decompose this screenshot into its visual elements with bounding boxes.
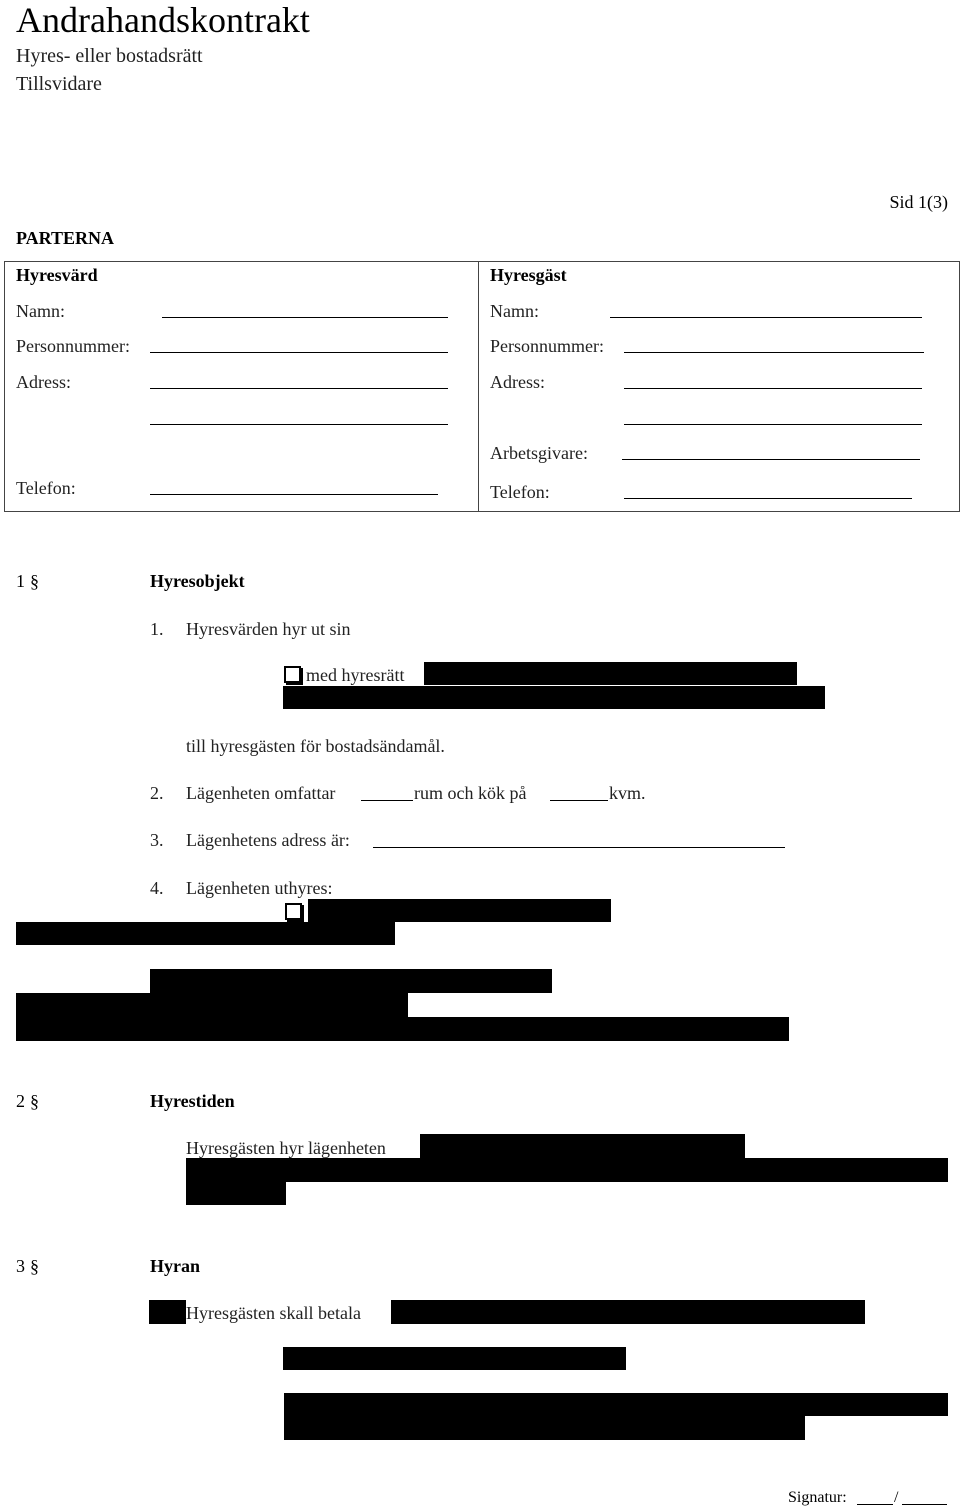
item-1-1-text: Hyresvärden hyr ut sin [186, 619, 351, 639]
item-1-4-number: 4. [150, 878, 164, 898]
tenant-address-label: Adress: [490, 372, 545, 392]
landlord-phone-label: Telefon: [16, 478, 76, 498]
section-3-symbol: § [30, 1256, 39, 1276]
area-field[interactable] [550, 800, 608, 801]
document-subtitle: Hyres- eller bostadsrätt [16, 45, 203, 67]
section-2-symbol: § [30, 1091, 39, 1111]
redaction-block [284, 1393, 948, 1416]
tenant-name-label: Namn: [490, 301, 539, 321]
tenant-address-field-2[interactable] [624, 424, 922, 425]
section-3-title: Hyran [150, 1256, 201, 1276]
redaction-block [186, 1182, 286, 1205]
redaction-block [16, 993, 408, 1017]
document-duration: Tillsvidare [16, 73, 102, 95]
landlord-name-field[interactable] [162, 317, 448, 318]
landlord-heading: Hyresvärd [16, 265, 98, 285]
tenant-address-field[interactable] [624, 388, 922, 389]
tenant-phone-label: Telefon: [490, 482, 550, 502]
landlord-id-field[interactable] [150, 352, 448, 353]
item-1-3-number: 3. [150, 830, 164, 850]
redaction-block [283, 1347, 626, 1370]
redaction-block [283, 686, 825, 709]
tenant-phone-field[interactable] [624, 498, 912, 499]
landlord-phone-field[interactable] [150, 494, 438, 495]
section-1-number: 1 [16, 571, 25, 591]
section-1-symbol: § [30, 571, 39, 591]
signature-label: Signatur: [788, 1489, 847, 1506]
item-1-3-text: Lägenhetens adress är: [186, 830, 350, 850]
redaction-block [16, 1017, 789, 1041]
rooms-field[interactable] [361, 800, 413, 801]
checkbox-option[interactable] [285, 903, 302, 920]
redaction-block [308, 899, 611, 922]
parties-divider [478, 261, 479, 512]
redaction-block [391, 1300, 865, 1324]
redaction-block [150, 969, 552, 993]
tenant-employer-label: Arbetsgivare: [490, 443, 588, 463]
parties-table [4, 261, 960, 512]
item-1-2-text-a: Lägenheten omfattar [186, 783, 336, 803]
item-1-2-text-b: rum och kök på [414, 783, 527, 803]
checkbox-hyresratt-label: med hyresrätt [306, 665, 405, 685]
parties-heading: PARTERNA [16, 228, 115, 248]
section-2-text: Hyresgästen hyr lägenheten [186, 1138, 386, 1158]
landlord-address-field[interactable] [150, 388, 448, 389]
signature-field-2[interactable] [902, 1504, 947, 1505]
signature-slash: / [894, 1489, 899, 1506]
redaction-block [424, 662, 797, 685]
document-title: Andrahandskontrakt [16, 0, 310, 40]
section-3-text: Hyresgästen skall betala [186, 1303, 361, 1323]
section-1-title: Hyresobjekt [150, 571, 245, 591]
item-1-2-number: 2. [150, 783, 164, 803]
section-2-title: Hyrestiden [150, 1091, 235, 1111]
item-1-2-text-c: kvm. [609, 783, 646, 803]
page-number: Sid 1(3) [889, 192, 948, 212]
item-1-1-number: 1. [150, 619, 164, 639]
signature-field-1[interactable] [857, 1504, 893, 1505]
redaction-block [284, 1416, 805, 1440]
apartment-address-field[interactable] [373, 847, 785, 848]
tenant-name-field[interactable] [610, 317, 922, 318]
checkbox-hyresratt[interactable] [284, 666, 301, 683]
landlord-address-field-2[interactable] [150, 424, 448, 425]
redaction-block [186, 1158, 948, 1182]
landlord-address-label: Adress: [16, 372, 71, 392]
purpose-text: till hyresgästen för bostadsändamål. [186, 736, 445, 756]
landlord-name-label: Namn: [16, 301, 65, 321]
section-3-number: 3 [16, 1256, 25, 1276]
landlord-id-label: Personnummer: [16, 336, 130, 356]
section-2-number: 2 [16, 1091, 25, 1111]
tenant-id-field[interactable] [624, 352, 924, 353]
redaction-block [16, 922, 395, 945]
item-1-4-text: Lägenheten uthyres: [186, 878, 333, 898]
tenant-id-label: Personnummer: [490, 336, 604, 356]
redaction-block [420, 1134, 745, 1158]
tenant-employer-field[interactable] [622, 459, 920, 460]
tenant-heading: Hyresgäst [490, 265, 567, 285]
redaction-block [149, 1300, 186, 1324]
